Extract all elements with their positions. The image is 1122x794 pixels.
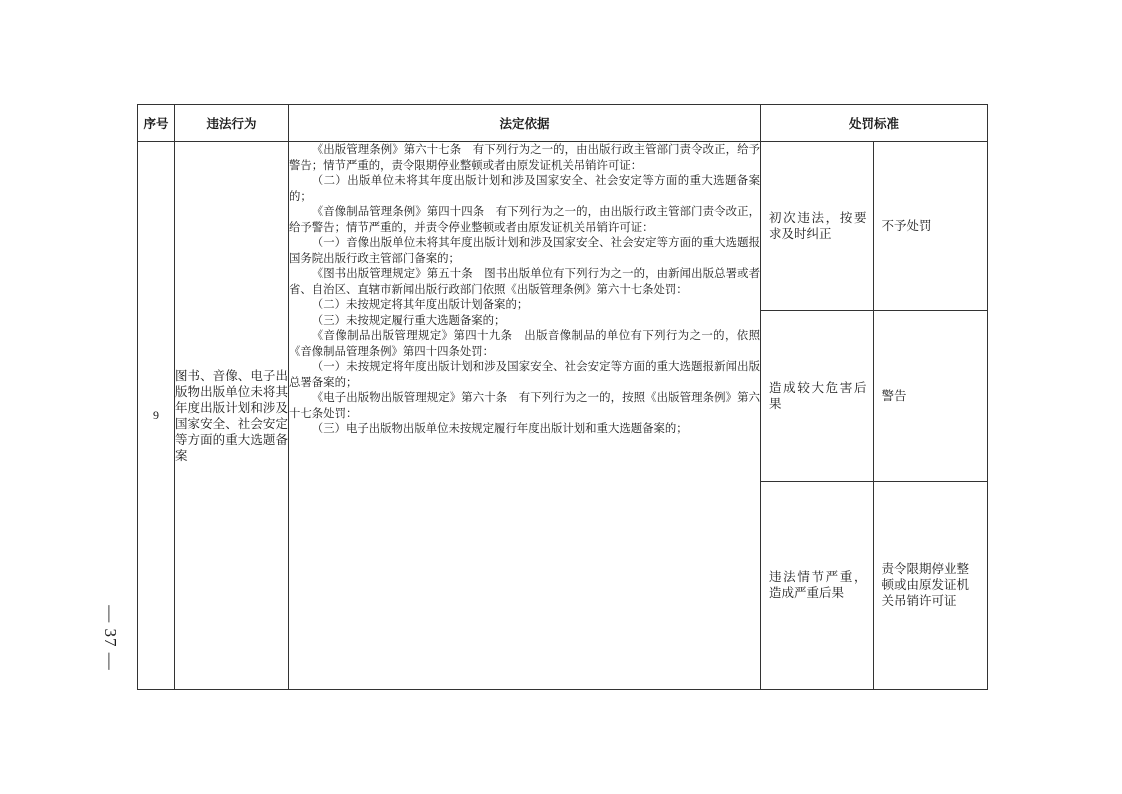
standard-penalty: 不予处罚 (881, 217, 932, 233)
page-number-text: — 37 — (101, 605, 120, 671)
row-legal-basis (289, 142, 761, 690)
standard-row (761, 310, 987, 481)
standard-penalty: 责令限期停业整顿或由原发证机关吊销许可证 (873, 481, 987, 689)
basis-paragraph: 《出版管理条例》第六十七条 有下列行为之一的，由出版行政主管部门责令改正，给予警告；情节严重的，责令限期停业整顿或者由原发证机关吊销许可证： (289, 142, 760, 172)
standard-row (761, 481, 987, 689)
header-penalty-standard: 处罚标准 (761, 105, 988, 142)
standard-condition: 初次违法，按要求及时纠正 (761, 142, 873, 310)
header-seq: 序号 (138, 105, 175, 142)
header-legal-basis: 法定依据 (289, 105, 761, 142)
standard-row (761, 142, 987, 310)
basis-paragraph: （二）出版单位未将其年度出版计划和涉及国家安全、社会安定等方面的重大选题备案的； (289, 173, 760, 203)
basis-paragraph: 《图书出版管理规定》第五十条 图书出版单位有下列行为之一的，由新闻出版总署或者省、自治区、直辖市新闻出版行政部门依照《出版管理条例》第六十七条处罚： (289, 266, 760, 296)
penalty-table (137, 104, 988, 690)
basis-paragraph: 《音像制品出版管理规定》第四十九条 出版音像制品的单位有下列行为之一的，依照《音像制品管理条例》第四十四条处罚： (289, 328, 760, 358)
table-header-row (138, 105, 988, 142)
standard-condition: 违法情节严重，造成严重后果 (761, 481, 873, 689)
basis-paragraph: （三）电子出版物出版单位未按规定履行年度出版计划和重大选题备案的； (311, 421, 688, 435)
row-penalty-standards (761, 142, 988, 690)
header-violation: 违法行为 (175, 105, 289, 142)
row-violation: 图书、音像、电子出版物出版单位未将其年度出版计划和涉及国家安全、社会安定等方面的重大选题备案 (175, 142, 289, 690)
basis-paragraph: （一）音像出版单位未将其年度出版计划和涉及国家安全、社会安定等方面的重大选题报国务院出版行政主管部门备案的； (289, 235, 760, 265)
basis-paragraph: 《电子出版物出版管理规定》第六十条 有下列行为之一的，按照《出版管理条例》第六十七条处罚： (289, 390, 760, 420)
basis-paragraph: （三）未按规定履行重大选题备案的； (311, 312, 506, 327)
basis-paragraph: （二）未按规定将其年度出版计划备案的； (311, 297, 529, 311)
table-row (138, 142, 988, 690)
standard-condition: 造成较大危害后果 (761, 310, 873, 481)
page-number (98, 602, 122, 674)
penalty-standards-table (761, 142, 987, 689)
row-seq: 9 (138, 142, 175, 690)
basis-paragraph: （一）未按规定将年度出版计划和涉及国家安全、社会安定等方面的重大选题报新闻出版总署备案的； (289, 359, 760, 389)
basis-paragraph: 《音像制品管理条例》第四十四条 有下列行为之一的，由出版行政主管部门责令改正，给予警告；情节严重的，并责令停业整顿或者由原发证机关吊销许可证： (289, 204, 760, 234)
standard-penalty: 警告 (873, 310, 987, 481)
